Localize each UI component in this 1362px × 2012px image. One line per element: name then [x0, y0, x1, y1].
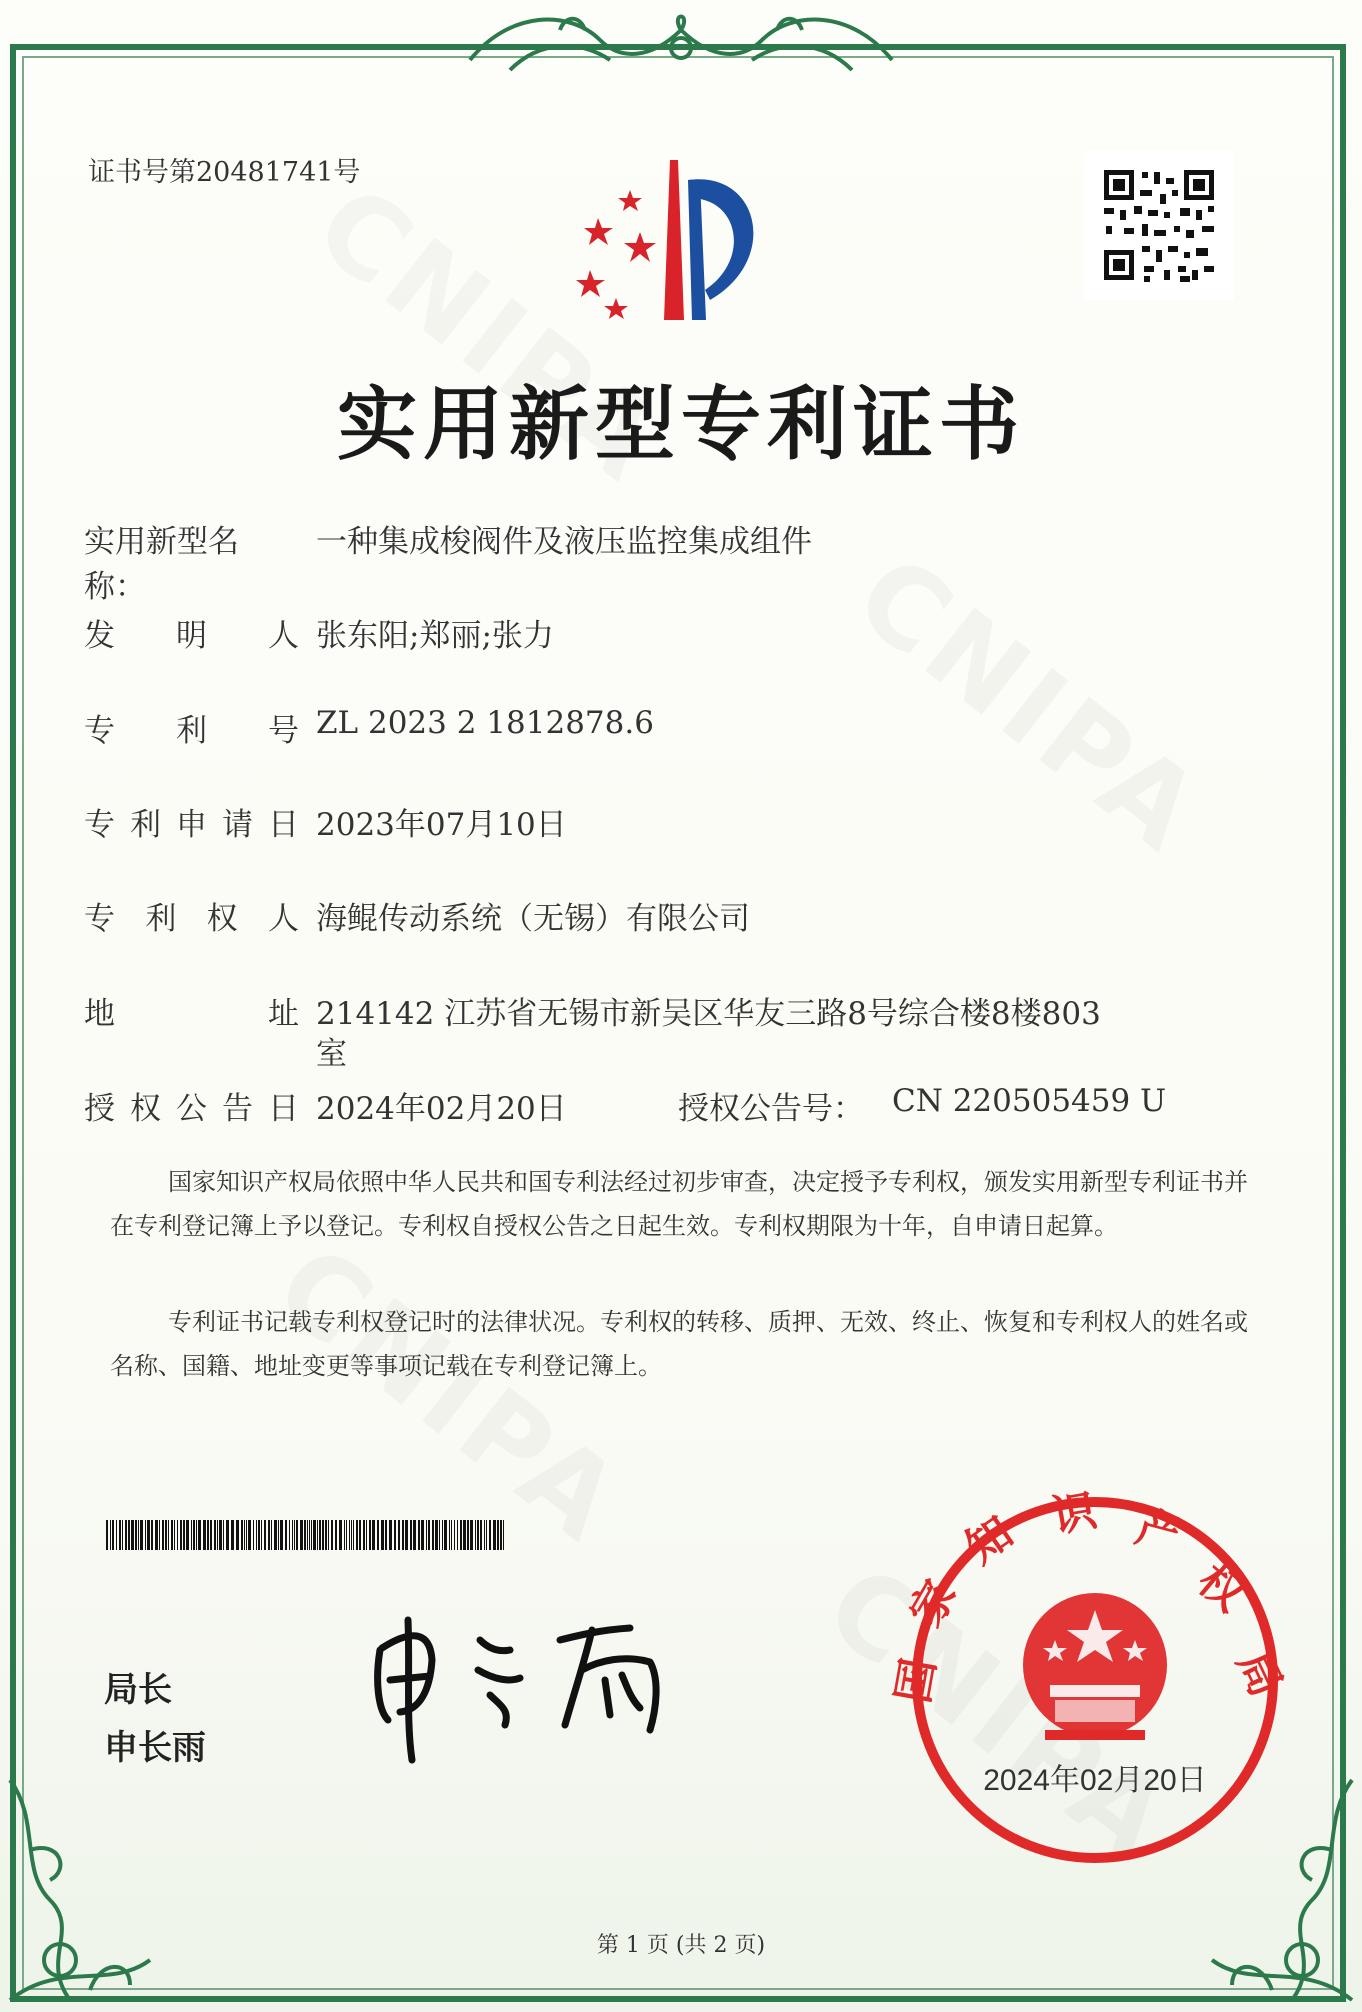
barcode-bar	[467, 1520, 469, 1550]
barcode-bar	[193, 1520, 195, 1550]
svg-text:识: 识	[1048, 1485, 1101, 1542]
barcode-bar	[214, 1520, 216, 1550]
barcode-bar	[207, 1520, 209, 1550]
inventor-label: 发 明 人	[84, 618, 299, 654]
official-seal	[888, 1485, 1291, 1870]
filing-date-label: 专 利 申 请 日	[84, 807, 299, 843]
barcode-bar	[131, 1520, 134, 1550]
barcode-bar	[125, 1520, 127, 1550]
barcode-bar	[451, 1520, 452, 1550]
address-value-line1: 214142 江苏省无锡市新吴区华友三路8号综合楼8楼803	[316, 996, 1101, 1032]
barcode-bar	[463, 1520, 466, 1550]
certificate-number: 证书号第20481741号	[88, 157, 361, 188]
barcode-bar	[177, 1520, 178, 1550]
svg-text:国: 国	[888, 1654, 945, 1707]
barcode-bar	[377, 1520, 379, 1550]
barcode-bar	[138, 1520, 139, 1550]
svg-text:产: 产	[1130, 1502, 1186, 1562]
barcode-bar	[159, 1520, 160, 1550]
barcode-bar	[112, 1520, 114, 1550]
director-signature	[360, 1600, 720, 1770]
barcode	[106, 1520, 512, 1550]
barcode-bar	[253, 1520, 254, 1550]
director-name: 申长雨	[104, 1728, 206, 1768]
design-name-label: 实用新型名称：	[84, 524, 239, 605]
barcode-bar	[147, 1520, 150, 1550]
qr-code	[1084, 150, 1234, 300]
address-value-line2: 室	[316, 1036, 347, 1072]
barcode-bar	[444, 1520, 447, 1550]
barcode-bar	[460, 1520, 462, 1550]
barcode-bar	[128, 1520, 130, 1550]
barcode-bar	[435, 1520, 438, 1550]
barcode-bar	[236, 1520, 239, 1550]
barcode-bar	[296, 1520, 298, 1550]
barcode-bar	[285, 1520, 287, 1550]
barcode-bar	[369, 1520, 371, 1550]
barcode-bar	[246, 1520, 247, 1550]
statement-paragraph-1: 国家知识产权局依照中华人民共和国专利法经过初步审查，决定授予专利权，颁发实用新型专利证书并在专利登记簿上予以登记。专利权自授权公告之日起生效。专利权期限为十年，自申请日起算。	[110, 1168, 1248, 1240]
barcode-bar	[145, 1520, 146, 1550]
barcode-bar	[432, 1520, 434, 1550]
barcode-bar	[135, 1520, 137, 1550]
barcode-bar	[292, 1520, 293, 1550]
barcode-bar	[381, 1520, 384, 1550]
barcode-bar	[300, 1520, 303, 1550]
page-number: 第 1 页 (共 2 页)	[596, 1933, 766, 1958]
barcode-bar	[503, 1520, 504, 1550]
barcode-bar	[278, 1520, 279, 1550]
barcode-bar	[168, 1520, 169, 1550]
barcode-bar	[475, 1520, 476, 1550]
barcode-bar	[162, 1520, 164, 1550]
barcode-bar	[363, 1520, 365, 1550]
barcode-bar	[309, 1520, 310, 1550]
barcode-bar	[106, 1520, 108, 1550]
barcode-bar	[231, 1520, 234, 1550]
barcode-bar	[180, 1520, 182, 1550]
barcode-bar	[385, 1520, 387, 1550]
barcode-bar	[223, 1520, 224, 1550]
barcode-bar	[110, 1520, 111, 1550]
barcode-bar	[116, 1520, 117, 1550]
barcode-bar	[317, 1520, 318, 1550]
barcode-bar	[191, 1520, 192, 1550]
barcode-bar	[140, 1520, 143, 1550]
barcode-bar	[497, 1520, 499, 1550]
barcode-bar	[442, 1520, 443, 1550]
barcode-bar	[256, 1520, 257, 1550]
barcode-bar	[428, 1520, 430, 1550]
svg-text:知: 知	[957, 1507, 1022, 1574]
barcode-bar	[410, 1520, 412, 1550]
barcode-bar	[398, 1520, 400, 1550]
barcode-bar	[183, 1520, 185, 1550]
barcode-bar	[203, 1520, 206, 1550]
barcode-bar	[344, 1520, 345, 1550]
patentee-label: 专 利 权 人	[84, 901, 299, 937]
barcode-bar	[210, 1520, 212, 1550]
director-title: 局长	[104, 1670, 172, 1710]
barcode-bar	[226, 1520, 229, 1550]
barcode-bar	[413, 1520, 416, 1550]
barcode-bar	[353, 1520, 354, 1550]
barcode-bar	[426, 1520, 427, 1550]
grant-date-value: 2024年02月20日	[316, 1091, 567, 1127]
barcode-bar	[186, 1520, 189, 1550]
barcode-bar	[258, 1520, 260, 1550]
barcode-bar	[174, 1520, 175, 1550]
barcode-bar	[366, 1520, 367, 1550]
barcode-bar	[351, 1520, 352, 1550]
filing-date-value: 2023年07月10日	[316, 807, 567, 843]
certificate-title: 实用新型专利证书	[337, 377, 1025, 471]
svg-text:局: 局	[1227, 1643, 1291, 1705]
seal-date: 2024年02月20日	[983, 1764, 1207, 1797]
barcode-bar	[331, 1520, 333, 1550]
barcode-bar	[335, 1520, 337, 1550]
barcode-bar	[322, 1520, 324, 1550]
barcode-bar	[155, 1520, 158, 1550]
barcode-bar	[171, 1520, 173, 1550]
barcode-bar	[274, 1520, 277, 1550]
barcode-bar	[165, 1520, 167, 1550]
inventor-value: 张东阳;郑丽;张力	[316, 618, 554, 654]
barcode-bar	[457, 1520, 458, 1550]
barcode-bar	[313, 1520, 316, 1550]
barcode-bar	[489, 1520, 491, 1550]
top-ornament	[450, 0, 912, 86]
barcode-bar	[339, 1520, 342, 1550]
barcode-bar	[325, 1520, 327, 1550]
design-name-value: 一种集成梭阀件及液压监控集成组件	[316, 524, 812, 560]
barcode-bar	[196, 1520, 197, 1550]
address-label: 地 址	[84, 996, 299, 1032]
barcode-bar	[421, 1520, 424, 1550]
barcode-bar	[470, 1520, 473, 1550]
barcode-bar	[356, 1520, 358, 1550]
barcode-bar	[217, 1520, 218, 1550]
barcode-bar	[389, 1520, 392, 1550]
barcode-bar	[244, 1520, 245, 1550]
barcode-bar	[359, 1520, 361, 1550]
svg-text:权: 权	[1188, 1555, 1254, 1621]
barcode-bar	[264, 1520, 266, 1550]
barcode-bar	[346, 1520, 347, 1550]
patentee-value: 海鲲传动系统（无锡）有限公司	[316, 901, 750, 937]
grant-number-value: CN 220505459 U	[892, 1083, 1167, 1119]
svg-text:家: 家	[901, 1572, 966, 1635]
barcode-bar	[486, 1520, 487, 1550]
barcode-bar	[402, 1520, 404, 1550]
barcode-bar	[198, 1520, 201, 1550]
barcode-bar	[349, 1520, 350, 1550]
barcode-bar	[248, 1520, 251, 1550]
barcode-bar	[439, 1520, 440, 1550]
barcode-bar	[454, 1520, 455, 1550]
barcode-bar	[119, 1520, 121, 1550]
barcode-bar	[219, 1520, 222, 1550]
barcode-bar	[294, 1520, 295, 1550]
barcode-bar	[405, 1520, 408, 1550]
barcode-bar	[372, 1520, 375, 1550]
barcode-bar	[311, 1520, 312, 1550]
barcode-bar	[418, 1520, 420, 1550]
barcode-bar	[328, 1520, 329, 1550]
barcode-bar	[304, 1520, 306, 1550]
cnipa-logo	[560, 150, 800, 330]
barcode-bar	[280, 1520, 283, 1550]
barcode-bar	[289, 1520, 290, 1550]
barcode-bar	[480, 1520, 482, 1550]
barcode-bar	[122, 1520, 123, 1550]
grant-date-label: 授 权 公 告 日	[84, 1091, 299, 1127]
barcode-bar	[268, 1520, 270, 1550]
barcode-bar	[307, 1520, 308, 1550]
barcode-bar	[261, 1520, 262, 1550]
barcode-bar	[493, 1520, 496, 1550]
barcode-bar	[241, 1520, 243, 1550]
statement-paragraph-2: 专利证书记载专利权登记时的法律状况。专利权的转移、质押、无效、终止、恢复和专利权人的姓名或名称、国籍、地址变更等事项记载在专利登记簿上。	[110, 1308, 1248, 1380]
barcode-bar	[319, 1520, 321, 1550]
grant-number-label: 授权公告号：	[678, 1091, 864, 1127]
barcode-bar	[151, 1520, 153, 1550]
barcode-bar	[271, 1520, 272, 1550]
barcode-bar	[477, 1520, 479, 1550]
patent-number-value: ZL 2023 2 1812878.6	[316, 705, 654, 741]
barcode-bar	[394, 1520, 396, 1550]
barcode-bar	[484, 1520, 485, 1550]
patent-number-label: 专 利 号	[84, 713, 299, 749]
barcode-bar	[500, 1520, 502, 1550]
corner-ornament-left	[0, 1760, 180, 2012]
barcode-bar	[449, 1520, 450, 1550]
